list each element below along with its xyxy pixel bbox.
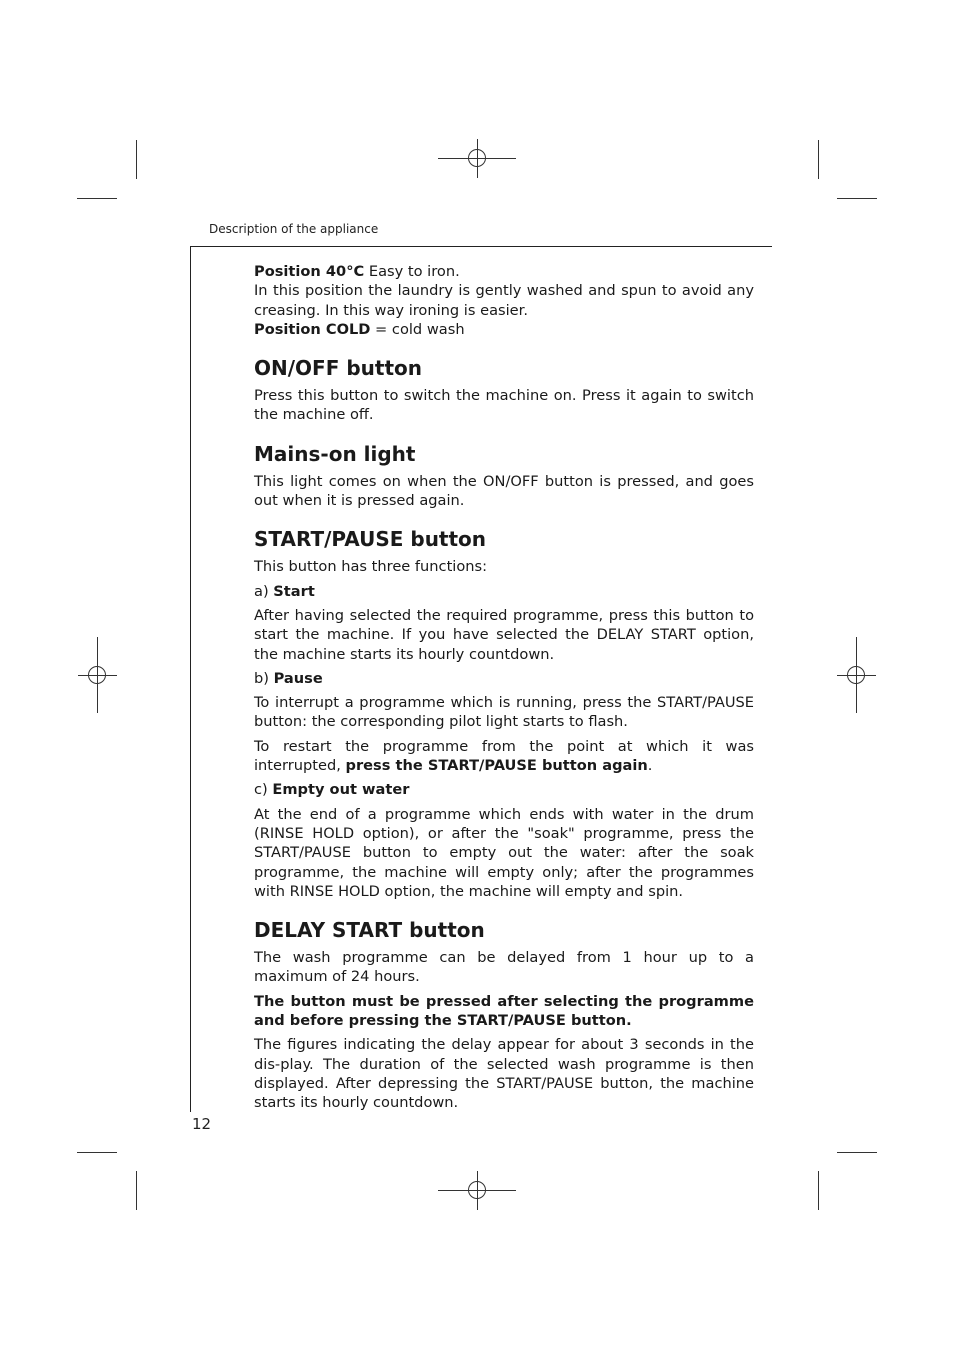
heading-onoff-button: ON/OFF button [254, 356, 422, 381]
left-margin-rule [190, 246, 191, 1112]
page-number: 12 [192, 1115, 212, 1133]
delay-description: The wash programme can be delayed from 1 hour up to a maximum of 24 hours. [254, 949, 754, 986]
delay-warning: The button must be pressed after selecting the programme and before pressing the START/PAUSE button. [254, 992, 754, 1030]
heading-delay-start-button: DELAY START button [254, 918, 485, 943]
function-b-restart: To restart the programme from the point at which it was interrupted, press the START/PAUSE button again. [254, 737, 754, 775]
crop-mark [136, 1171, 137, 1210]
heading-start-pause-button: START/PAUSE button [254, 527, 487, 552]
crop-mark [818, 1171, 819, 1210]
section-label: Description of the appliance [209, 222, 379, 236]
delay-display-info: The figures indicating the delay appear for about 3 seconds in the dis-play. The duration of the selected wash programme is then displayed. After depressing the START/PAUSE button, the machine starts its hourly countdown. [254, 1036, 754, 1112]
crop-mark [837, 1152, 877, 1153]
function-c-description: At the end of a programme which ends with water in the drum (RINSE HOLD option), or after the "soak" programme, press the START/PAUSE button to empty out the water: after the soak programme, the machine will empty only; after the programmes with RINSE HOLD option, the machine will empty and spin. [254, 805, 754, 900]
function-a-description: After having selected the required programme, press this button to start the machine. If you have selected the DELAY START option, the machine starts its hourly countdown. [254, 606, 754, 663]
start-pause-intro: This button has three functions: [254, 558, 488, 576]
heading-mains-on-light: Mains-on light [254, 441, 416, 466]
header-rule [190, 246, 772, 247]
function-b-description: To interrupt a programme which is running, press the START/PAUSE button: the corresponding pilot light starts to flash. [254, 694, 754, 731]
function-a-title: a) Start [254, 582, 315, 600]
crop-mark [77, 1152, 117, 1153]
page-content [254, 262, 754, 1113]
crop-mark [837, 198, 877, 199]
function-c-title: c) Empty out water [254, 781, 410, 799]
position-cold-line: Position COLD = cold wash [254, 320, 465, 338]
crop-mark [77, 198, 117, 199]
onoff-description: Press this button to switch the machine on. Press it again to switch the machine off. [254, 387, 754, 424]
position-40-description: In this position the laundry is gently washed and spun to avoid any creasing. In this way ironing is easier. [254, 282, 754, 319]
mains-description: This light comes on when the ON/OFF button is pressed, and goes out when it is pressed again. [254, 472, 754, 510]
position-40-label: Position 40°C [254, 263, 365, 280]
function-b-title: b) Pause [254, 669, 323, 687]
position-40-line: Position 40°C Easy to iron. [254, 263, 460, 280]
crop-mark [818, 140, 819, 179]
position-cold-label: Position COLD [254, 320, 371, 338]
crop-mark [136, 140, 137, 179]
